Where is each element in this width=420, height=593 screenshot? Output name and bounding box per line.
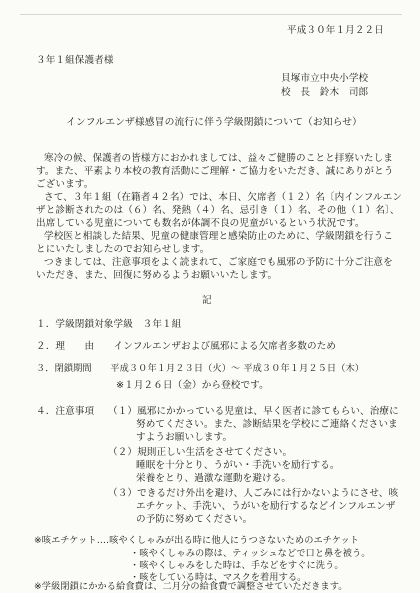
situation-line-3: 出席している児童についても数名が体調不良の児童がいるという状況です。 — [36, 218, 365, 229]
lunch-fee-note: ※学級閉鎖にかかる給食費は、二月分の給食費で調整させていただきます。 — [34, 581, 348, 592]
note-3-line-2: エチケット、手洗い、うがいを励行するなどインフルエンザ — [136, 501, 396, 512]
greeting-line-2: す。また、平素より本校の教育活動にご理解・ご協力をいただき、誠にありがとう — [36, 166, 394, 177]
scan-edge-top — [20, 14, 402, 15]
note-1-line-1: （１）風邪にかかっている児童は、早く医者に診てもらい、治療に — [108, 406, 399, 417]
notice-title: インフルエンザ様感冒の流行に伴う学級閉鎖について（お知らせ） — [66, 117, 363, 128]
document-date: 平成３０年１月２２日 — [287, 25, 384, 36]
note-2-line-1: （２）規則正しい生活をさせてください。 — [108, 447, 293, 458]
decision-line-1: 学校医と相談した結果、児童の健康管理と感染防止のために、学級閉鎖を行うこ — [44, 231, 393, 242]
situation-line-1: さて、３年１組（在籍者４２名）では、本日、欠席者（１２）名〔内インフルエン — [44, 192, 403, 203]
item-2-reason: ２．理 由 インフルエンザおよび風邪による欠席者多数のため — [36, 341, 337, 352]
request-line-2: いただき、また、回復に努めるようお願いいたします。 — [36, 270, 278, 281]
note-2-line-3: 栄養をとり、過激な運動を避ける。 — [136, 473, 292, 484]
ki-heading: 記 — [202, 295, 212, 306]
cough-etiquette-item-3: ・咳をしている時は、マスクを着用する。 — [130, 572, 307, 583]
note-1-line-2: 努めてください。また、診断結果を学校にご連絡くださいま — [136, 419, 398, 430]
recipient-line: ３年１組保護者様 — [36, 55, 114, 66]
situation-line-2: ザと診断されたのは（６）名、発熱（４）名、忌引き（１）名、その他（１）名〕、 — [36, 205, 400, 216]
greeting-line-1: 寒冷の候、保護者の皆様方におかれましては、益々ご健勝のことと拝察いたしま — [44, 153, 393, 164]
note-1-line-3: すようお願いします。 — [136, 432, 233, 443]
note-3-line-1: （３）できるだけ外出を避け、人ごみには行かないようにさせ、咳 — [108, 488, 399, 499]
cough-etiquette-item-2: ・咳やくしゃみをした時は、手などをすぐに洗う。 — [130, 560, 344, 571]
item-3-closure-period: ３．閉鎖期間 平成３０年１月２３日（火）～ 平成３０年１月２５日（木） — [36, 363, 365, 374]
cough-etiquette-item-1: ・咳やくしゃみの際は、ティッシュなどで口と鼻を被う。 — [130, 548, 371, 559]
greeting-line-3: ございます。 — [36, 179, 94, 190]
item-3-return-note: ※１月２６日（金）から登校です。 — [116, 380, 269, 391]
note-2-line-2: 睡眠を十分とり、うがい・手洗いを励行する。 — [136, 460, 340, 471]
cough-etiquette-heading: ※咳エチケット‥‥咳やくしゃみが出る時に他人にうつさないためのエチケット — [34, 535, 360, 546]
item-1-target-class: １．学級閉鎖対象学級 ３年１組 — [36, 319, 182, 330]
request-line-1: つきましては、注意事項をよく読まれて、ご家庭でも風邪の予防に十分ご注意を — [44, 257, 393, 268]
school-name: 貝塚市立中央小学校 — [281, 73, 369, 84]
note-3-line-3: の予防に努めてください。 — [136, 514, 253, 525]
principal-name: 校 長 鈴木 司郎 — [281, 87, 369, 98]
item-4-label: ４．注意事項 — [36, 406, 95, 417]
decision-line-2: とにいたしましたのでお知らせします。 — [36, 244, 210, 255]
